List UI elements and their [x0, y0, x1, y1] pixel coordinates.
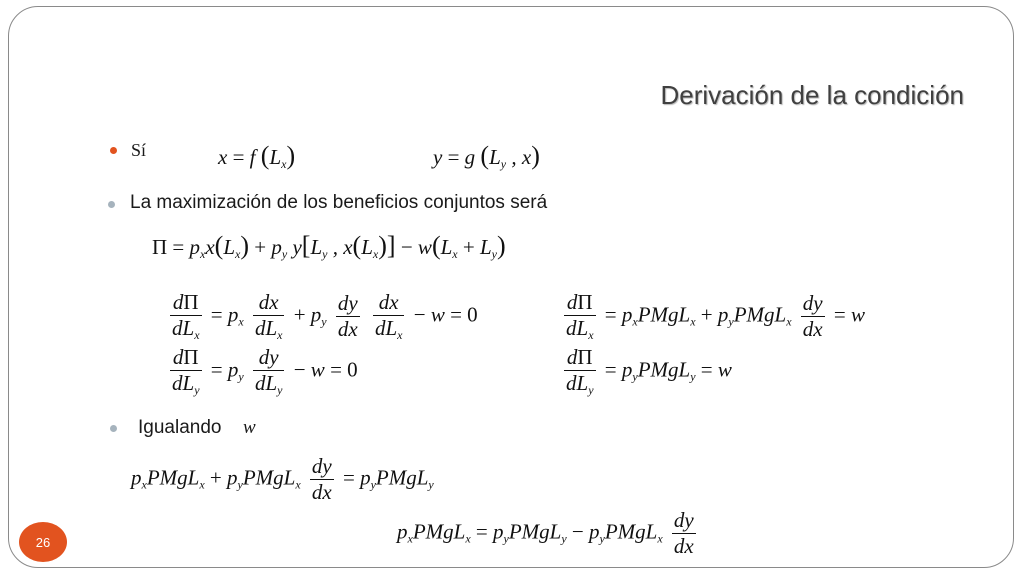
equation-y-definition: y = g ($L_y$ , x) [433, 141, 540, 171]
bullet-text-maximizacion: La maximización de los beneficios conjuntos será [130, 192, 548, 213]
equation-foc-ly-pmg: $\frac{d\Pi}{dL_y}$ = $p_yPMgL_y = w$ [566, 345, 732, 397]
equation-x-definition: x = f $(L_x)$ [218, 141, 296, 171]
equation-rearranged: $p_xPMgL_x$ = $p_yPMgL_y$ − $p_yPMgL_x$ $\frac{dy}{dx}$ [397, 508, 694, 558]
equation-foc-lx-pmg: $\frac{d\Pi}{dL_x}$ = $p_xPMgL_x$ + $p_yPMgL_x$ $\frac{dy}{dx}$ = w [566, 290, 865, 342]
equation-foc-ly: $\frac{d\Pi}{dL_y}$ = $p_y$ $\frac{dy}{dL_y}$ − w = 0 [172, 345, 358, 397]
equation-equalize-w: $p_xPMgL_x$ + $p_yPMgL_x$ $\frac{dy}{dx}$ = $p_yPMgL_y$ [131, 454, 434, 504]
bullet-var-w: w [243, 417, 256, 438]
bullet-label-si: Sí [131, 140, 147, 160]
page-number-badge: 26 [19, 522, 67, 562]
equation-foc-lx: $\frac{d\Pi}{dL_x}$ = $p_x$ $\frac{dx}{dL_x}$ + $p_y$ $\frac{dy}{dx}$ $\frac{dx}{dL_x}$ − w = 0 [172, 290, 478, 342]
bullet-text-igualando: Igualando [138, 417, 222, 438]
slide-title: Derivación de la condición [660, 80, 964, 110]
bullet-marker [110, 425, 117, 432]
bullet-marker [110, 147, 117, 154]
equation-profit-function: $\Pi = p_xx(L_x) + p_y$ $y[L_y$ , $x(L_x)] - w(L_x + L_y)$ [152, 231, 506, 261]
bullet-marker [108, 201, 115, 208]
